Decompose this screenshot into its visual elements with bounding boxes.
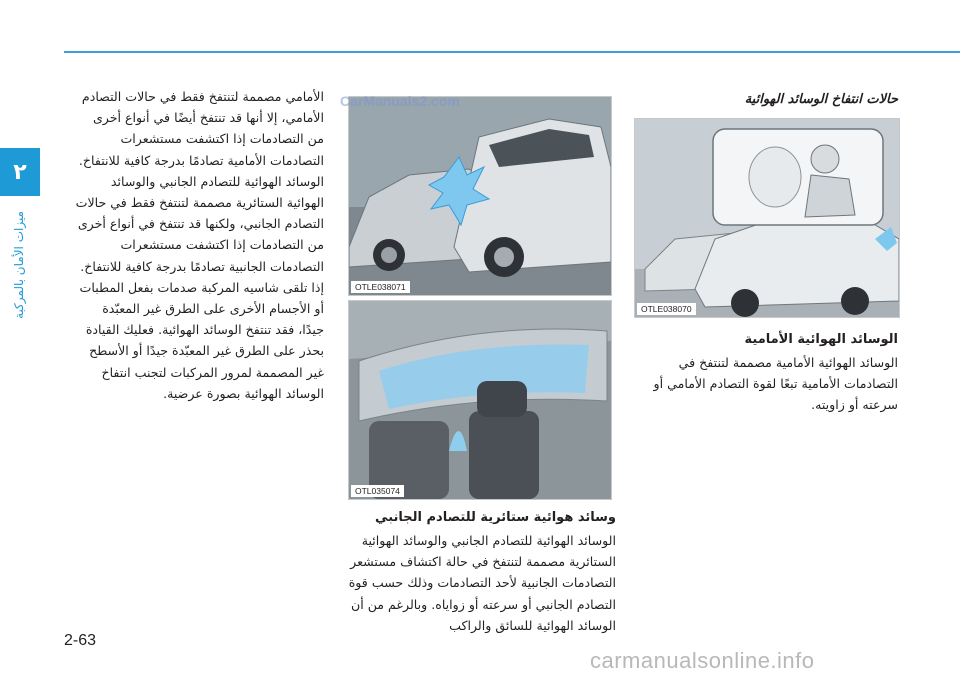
frontal-collision-illustration [635,119,899,317]
left-paragraph-2: إذا تلقى شاسيه المركبة صدمات بفعل المطبات أو الأجسام الأخرى على الطرق غير المعبّدة جيدًا، فقد تنتفخ الوسائد الهوائية. فعليك القيادة بحذر على الطرق غير المعبّدة جيدًا أو الأسطح غير المصممة لمرور المركبات لتجنب انتفاخ الوسائد الهوائية بصورة عرضية. [79,279,324,401]
right-paragraph: الوسائد الهوائية الأمامية مصممة لتنتفخ في التصادمات الأمامية تبعًا لقوة التصادم الأمامي أو سرعته أو زاويته. [653,355,898,413]
right-section-title: حالات انتفاخ الوسائد الهوائية [744,92,898,107]
figure-code-1: OTLE038071 [351,281,410,293]
middle-column [340,508,616,636]
page-number: 2-63 [64,632,97,649]
right-subtitle: الوسائد الهوائية الأمامية [744,332,898,347]
figure-frontal-collision [634,118,900,318]
watermark-top: CarManuals2.com [340,93,460,109]
left-column [74,86,324,404]
chapter-label-text: ميزات الأمان بالمركبة [12,211,27,319]
side-collision-illustration [349,97,611,295]
right-column [636,330,898,416]
chapter-tab: ٢ [0,148,40,196]
middle-section-title: وسائد هوائية ستائرية للتصادم الجانبي [375,510,616,525]
figure-side-collision [348,96,612,296]
figure-code-3: OTLE038070 [637,303,696,315]
watermark-bottom: carmanualsonline.info [590,648,815,673]
figure-code-2: OTL035074 [351,485,404,497]
chapter-label [2,205,36,325]
curtain-airbag-illustration [349,301,611,499]
left-paragraph-1: الأمامي مصممة لتنتفخ فقط في حالات التصادم الأمامي، إلا أنها قد تنتفخ أيضًا في أنواع أخرى من التصادمات إذا اكتشفت مستشعرات التصادمات الأمامية تصادمًا بدرجة كافية للانتفاخ. الوسائد الهوائية للتصادم الجانبي والوسائد الهوائية الستائرية مصممة لتنتفخ فقط في حالات التصادم الجانبي، ولكنها قد تنتفخ في أنواع أخرى من التصادمات إذا اكتشفت مستشعرات التصادمات الجانبية تصادمًا بدرجة كافية للانتفاخ. [75,89,324,274]
middle-paragraph: الوسائد الهوائية للتصادم الجانبي والوسائد الهوائية الستائرية مصممة لتنتفخ في حالة اكتشاف مستشعر التصادمات الجانبية لأحد التصادمات وذلك حسب قوة التصادم الجانبي أو سرعته أو زواياه. وبالرغم من أن الوسائد الهوائية للسائق والراكب [348,533,616,633]
figure-curtain-airbag [348,300,612,500]
header-rule [64,51,960,53]
